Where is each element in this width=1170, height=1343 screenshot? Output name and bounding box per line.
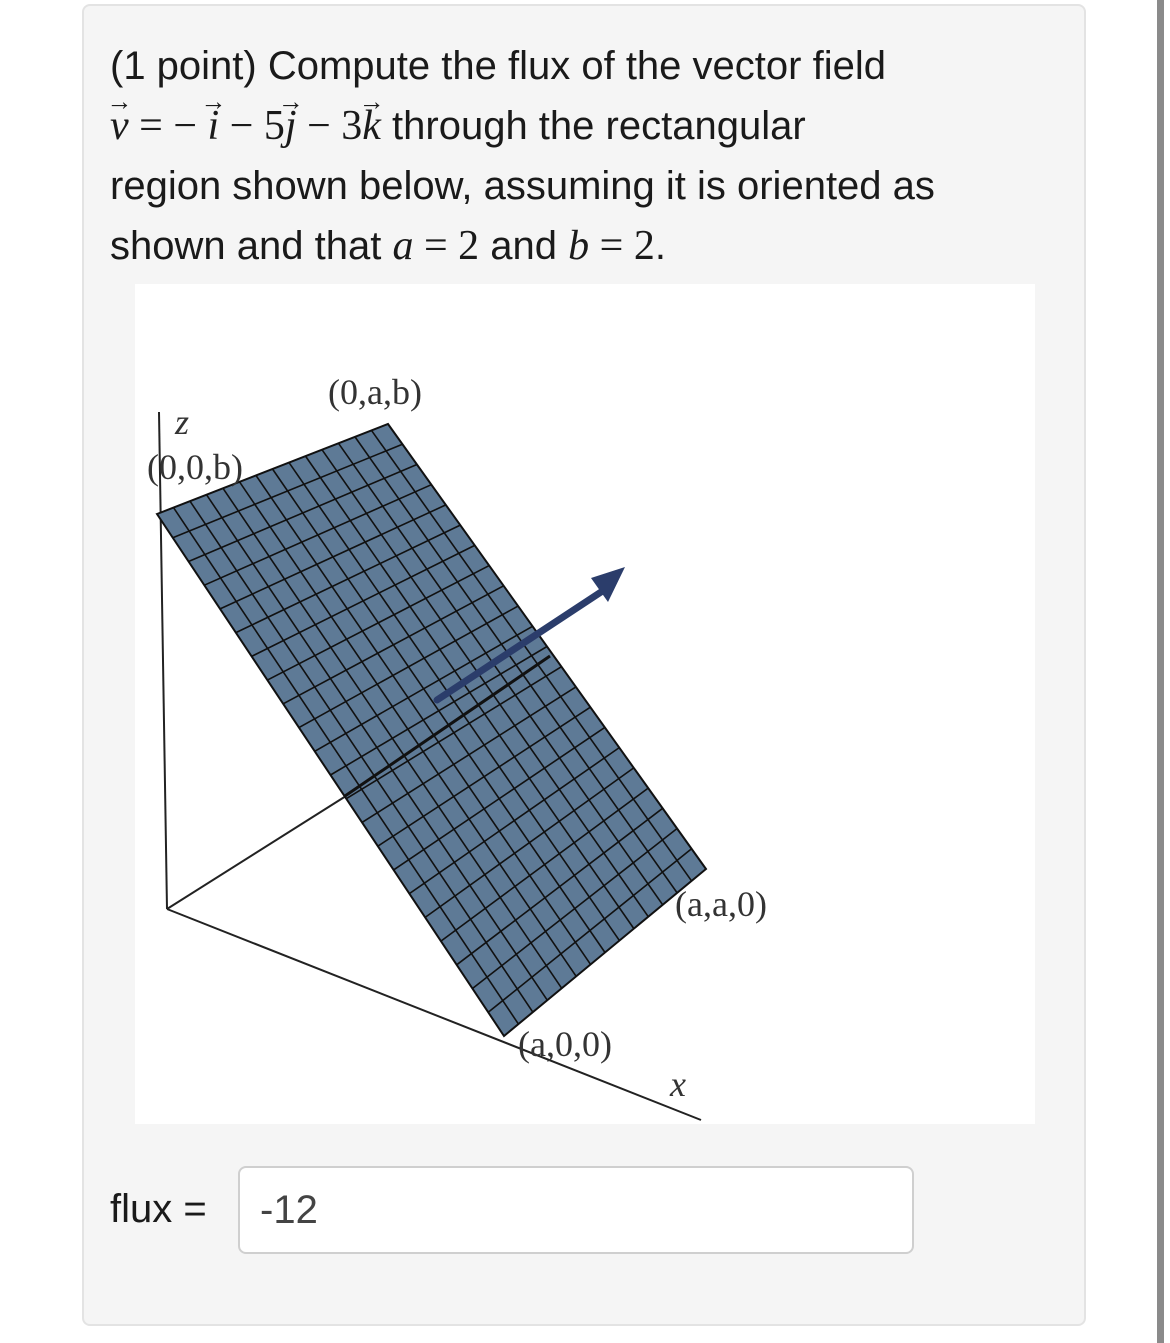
and-text: and [490, 224, 557, 268]
vector-field-line [110, 96, 1030, 156]
problem-line-3: region shown below, assuming it is oriented as [110, 164, 935, 208]
b-value: 2 [633, 223, 655, 269]
k-coefficient: 3 [341, 103, 363, 149]
surface-figure [135, 284, 1035, 1124]
shown-and-that-text: shown and that [110, 224, 382, 268]
v-vector: → v [110, 96, 129, 156]
surface-plot-svg [135, 284, 1035, 1124]
j-vector: → j [285, 96, 297, 156]
problem-intro: (1 point) Compute the flux of the vector field [110, 44, 886, 88]
flux-label: flux = [110, 1187, 207, 1231]
minus-sign-1: − [173, 103, 198, 149]
label-x: x [670, 1064, 686, 1104]
i-vector: → i [208, 96, 220, 156]
through-text: through the rectangular [392, 104, 806, 148]
j-coefficient: 5 [263, 103, 285, 149]
label-00b: (0,0,b) [147, 447, 243, 487]
equals-a: = [423, 223, 448, 269]
flux-answer-input[interactable] [238, 1166, 914, 1254]
equals-sign: = [139, 103, 163, 149]
var-b: b [568, 223, 590, 269]
minus-sign-3: − [307, 103, 331, 149]
y-axis [167, 784, 365, 909]
label-a00: (a,0,0) [518, 1024, 612, 1064]
var-a: a [392, 223, 414, 269]
label-z: z [175, 402, 190, 442]
period: . [654, 224, 666, 268]
a-value: 2 [458, 223, 480, 269]
scrollbar[interactable] [1157, 0, 1164, 1343]
problem-statement [110, 36, 1030, 276]
label-aa0: (a,a,0) [675, 884, 767, 924]
minus-sign-2: − [229, 103, 254, 149]
k-vector: → k [362, 96, 381, 156]
equals-b: = [599, 223, 624, 269]
problem-line-4 [110, 216, 1030, 276]
label-0ab: (0,a,b) [328, 372, 422, 412]
